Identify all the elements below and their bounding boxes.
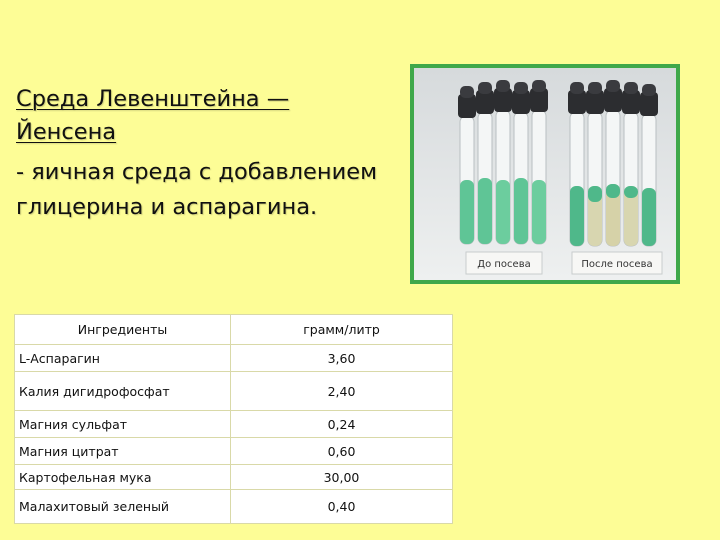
ingredient-name: Калия дигидрофосфат bbox=[15, 372, 231, 411]
header-grams-per-liter: грамм/литр bbox=[231, 315, 453, 345]
table-row bbox=[15, 465, 453, 490]
title-line-1: Среда Левенштейна — bbox=[16, 86, 290, 112]
culture-tubes-photo bbox=[410, 64, 680, 284]
table-row bbox=[15, 438, 453, 465]
ingredient-amount: 30,00 bbox=[231, 465, 453, 490]
table-row bbox=[15, 490, 453, 524]
ingredient-name: Магния цитрат bbox=[15, 438, 231, 465]
medium-description: - яичная среда с добавлением глицерина и аспарагина. bbox=[16, 159, 378, 220]
ingredient-name: Картофельная мука bbox=[15, 465, 231, 490]
title-line-2: Йенсена bbox=[16, 119, 117, 145]
ingredient-amount: 0,60 bbox=[231, 438, 453, 465]
table-row bbox=[15, 411, 453, 438]
ingredient-amount: 0,24 bbox=[231, 411, 453, 438]
medium-title bbox=[16, 83, 396, 149]
table-row bbox=[15, 345, 453, 372]
ingredient-name: Малахитовый зеленый bbox=[15, 490, 231, 524]
ingredient-amount: 3,60 bbox=[231, 345, 453, 372]
ingredient-name: Магния сульфат bbox=[15, 411, 231, 438]
test-tubes-illustration bbox=[414, 68, 676, 280]
ingredient-name: L-Аспарагин bbox=[15, 345, 231, 372]
header-ingredients: Ингредиенты bbox=[15, 315, 231, 345]
tubes-before bbox=[458, 80, 548, 244]
label-before: До посева bbox=[477, 259, 531, 270]
tubes-after bbox=[568, 80, 658, 246]
ingredient-amount: 2,40 bbox=[231, 372, 453, 411]
label-after: После посева bbox=[581, 259, 653, 270]
ingredients-table bbox=[14, 314, 453, 524]
ingredient-amount: 0,40 bbox=[231, 490, 453, 524]
table-header-row bbox=[15, 315, 453, 345]
title-block bbox=[16, 83, 396, 225]
table-row bbox=[15, 372, 453, 411]
